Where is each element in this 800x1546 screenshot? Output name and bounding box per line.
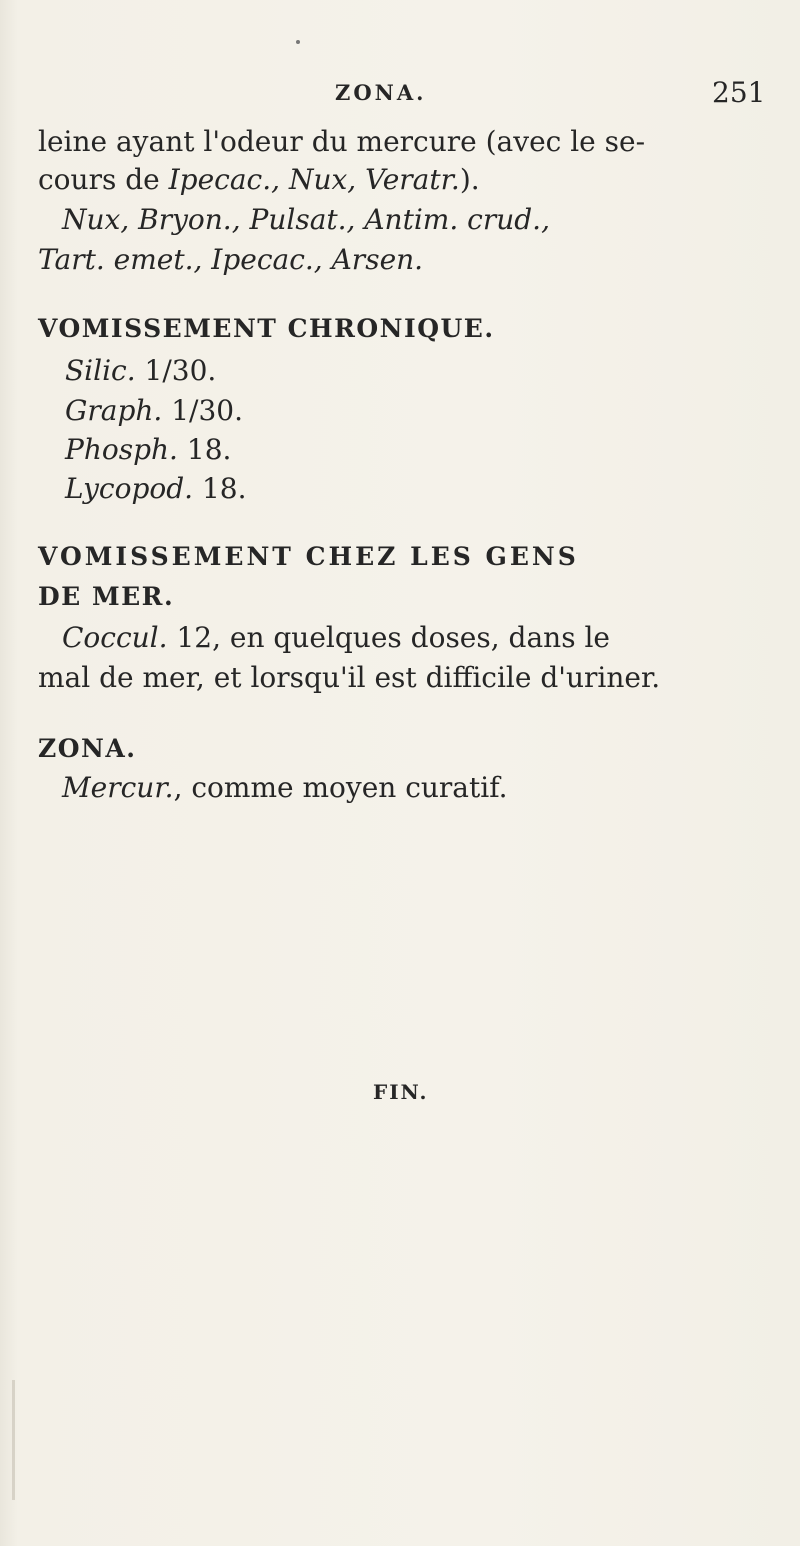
remedy-entry: [65, 354, 216, 387]
zona-remedy: Mercur.: [62, 771, 174, 804]
intro-line-2-prefix: cours de: [38, 163, 169, 196]
intro-line-2-remedies: Ipecac., Nux, Veratr.: [168, 163, 460, 196]
remedy-name: Lycopod.: [65, 472, 194, 505]
remedy-dose: 1/30.: [171, 394, 243, 427]
print-speck: [296, 40, 300, 44]
remedy-entry: [65, 394, 243, 427]
mer-remedy: Coccul.: [62, 621, 168, 654]
mer-text-line-2: mal de mer, et lorsqu'il est difficile d'uriner.: [38, 661, 661, 694]
remedy-entry: [65, 472, 247, 505]
zona-text-line: [62, 771, 508, 804]
intro-line-3: Nux, Bryon., Pulsat., Antim. crud.,: [62, 203, 550, 236]
running-head: ZONA.: [335, 80, 427, 105]
zona-text: , comme moyen curatif.: [173, 771, 508, 804]
mer-text-line-1: [62, 621, 610, 654]
section-title-mer-line-1: VOMISSEMENT CHEZ LES GENS: [38, 542, 579, 571]
intro-line-1: leine ayant l'odeur du mercure (avec le se-: [38, 125, 646, 158]
intro-line-2-end: ).: [459, 163, 480, 196]
remedy-dose: 1/30.: [144, 354, 217, 387]
intro-line-4: Tart. emet., Ipecac., Arsen.: [38, 243, 424, 276]
remedy-name: Silic.: [65, 354, 136, 387]
remedy-name: Phosph.: [65, 433, 178, 466]
mer-text-1: 12, en quelques doses, dans le: [167, 621, 610, 654]
intro-line-2: [38, 163, 480, 196]
remedy-name: Graph.: [65, 394, 163, 427]
page-number: 251: [712, 76, 766, 109]
remedy-dose: 18.: [201, 472, 247, 505]
fin-label: FIN.: [373, 1080, 429, 1104]
remedy-dose: 18.: [186, 433, 232, 466]
remedy-entry: [65, 433, 231, 466]
section-title-zona: ZONA.: [38, 734, 137, 763]
section-title-chronique: VOMISSEMENT CHRONIQUE.: [38, 314, 495, 343]
page-edge-shadow: [12, 1380, 15, 1500]
section-title-mer-line-2: DE MER.: [38, 582, 175, 611]
